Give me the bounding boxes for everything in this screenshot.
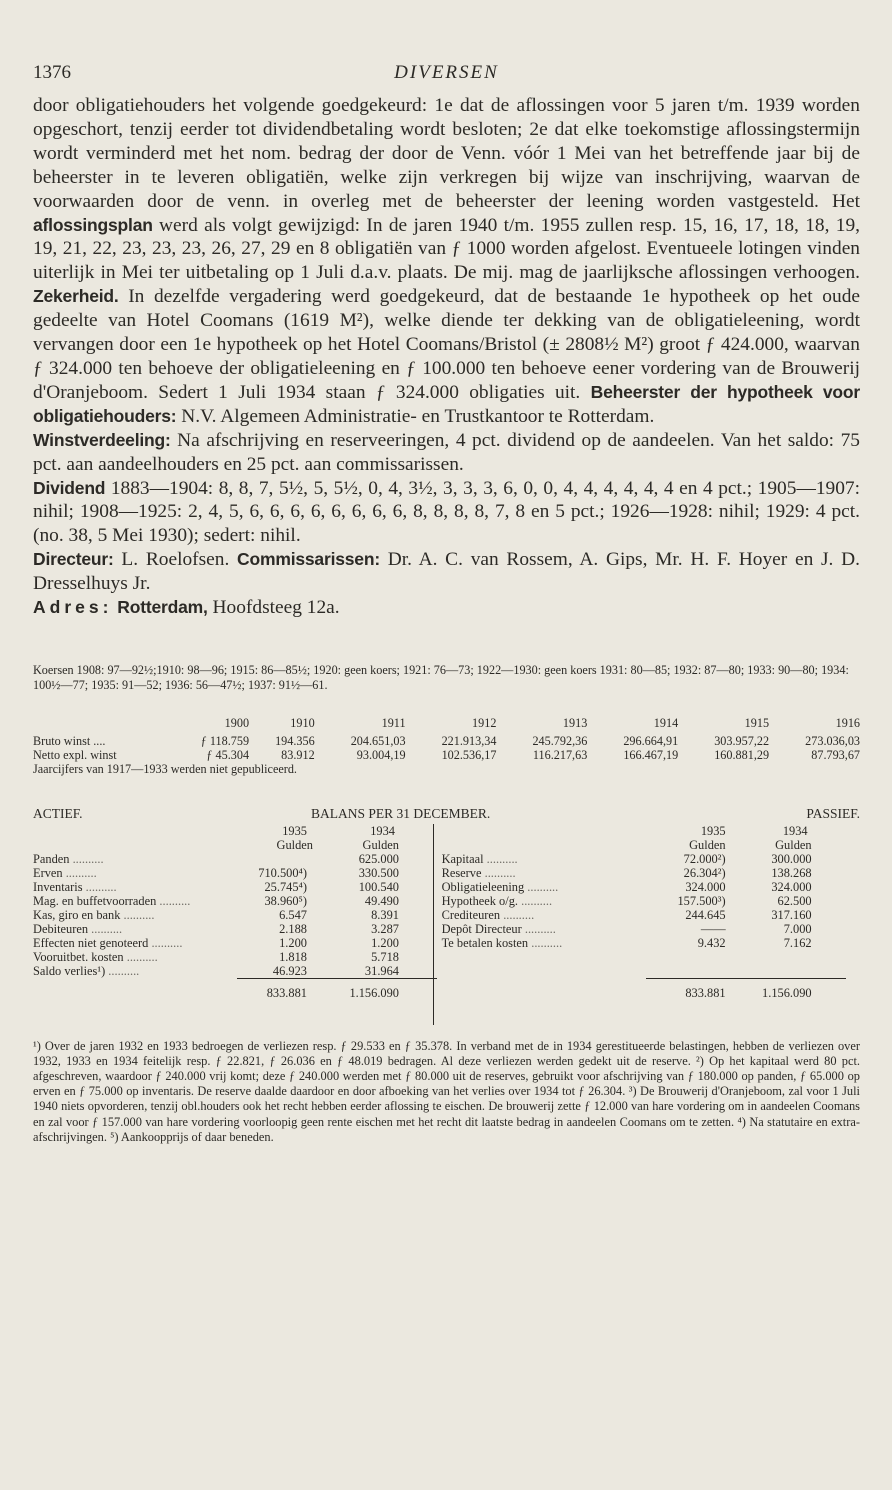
row-label: Obligatieleening (441, 879, 525, 894)
text-segment: In dezelfde vergadering werd goedgekeurd, dat de bestaande 1e hypotheek op het oude gedeelte van Hotel Coomans (1619 M²), welke diende ter dekking van de obligatieleening, wordt vervangen door een 1e hypotheek op het Hotel Coomans/Bristol (± 2808½ M²) groot ƒ 424.000, waarvan ƒ 324.000 ten behoeve der obligatieleening en ƒ 100.000 ten behoeve eener vordering van de Brouwerij d'Oranjeboom. Sedert 1 Juli 1934 staan ƒ 324.000 obligaties uit. (33, 286, 860, 403)
value-1934: 7.000 (783, 921, 812, 936)
table-cell: 160.881,29 (714, 747, 770, 762)
balance-columns (33, 824, 860, 1025)
balance-title: BALANS PER 31 DECEMBER. (311, 805, 491, 821)
passief-label: PASSIEF. (806, 805, 860, 821)
text-segment: 1883—1904: 8, 8, 7, 5½, 5, 5½, 0, 4, 3½, 3, 3, 3, 6, 0, 0, 4, 4, 4, 4, 4, 4 en 4 pct.; 1905—1907: nihil; 1908—1925: 2, 4, 5, 6, 6, 6, 6, 6, 6, 6, 6, 8, 8, 8, 8, 7, 8 en 5 pct.; 1926—1928: nihil; 1929: 4 pct. (no. 38, 5 Mei 1930); sedert: nihil. (33, 477, 860, 547)
row-label: Mag. en buffetvoorraden (33, 893, 157, 908)
paragraph-directie (33, 548, 860, 596)
leader-dots: .......... (148, 935, 183, 950)
actief-row (33, 866, 433, 880)
bold-directeur: Directeur: (33, 549, 114, 570)
table-cell: 296.664,91 (623, 733, 679, 748)
label-wrap (33, 936, 182, 950)
value-1934: 31.964 (364, 963, 399, 978)
label-wrap (442, 894, 552, 908)
value-1935: 72.000²) (683, 851, 726, 866)
leader-dots: .......... (521, 921, 556, 936)
value-1934: 5.718 (371, 949, 399, 964)
value-1935: 2.188 (279, 921, 307, 936)
label-wrap (442, 936, 563, 950)
value-1935: 26.304²) (683, 865, 726, 880)
paragraph-aflossing (33, 94, 860, 429)
passief-side (434, 824, 860, 1025)
not-published-note: Jaarcijfers van 1917—1933 werden niet gepubliceerd. (33, 761, 297, 776)
label-wrap (442, 908, 535, 922)
label-wrap (33, 950, 158, 964)
value-1935: 324.000 (685, 879, 726, 894)
text-segment: werd als volgt gewijzigd: In de jaren 1940 t/m. 1955 zullen resp. 15, 16, 17, 18, 18, 19, 19, 21, 22, 23, 23, 23, 26, 27, 29 en 8 obligatiën van ƒ 1000 worden afgelost. Eventueele lotingen vinden uiterlijk in Mei ter uitbetaling op 1 Juli d.a.v. plaats. De mij. mag de jaarlijksche aflossingen verhoogen. (33, 214, 860, 284)
footnotes: ¹) Over de jaren 1932 en 1933 bedroegen de verliezen resp. ƒ 29.533 en ƒ 35.378. In verband met de in 1934 gerestitueerde belastingen, hebben de verliezen over 1932, 1933 en 1934 feitelijk resp. ƒ 22.821, ƒ 26.036 en ƒ 48.019 bedragen. Al deze verliezen werden gedekt uit de reserve. ²) Op het kapitaal werd 80 pct. afgeschreven, waardoor ƒ 240.000 vrij komt; deze ƒ 240.000 werden met ƒ 80.000 uit de reserves, gebruikt voor afschrijving van ƒ 180.000 op panden, ƒ 65.000 op erven en ƒ 75.000 op inventaris. De reserve daalde daardoor en door afboeking van het verlies over 1934 tot ƒ 26.304. ³) De Brouwerij d'Oranjeboom, zal voor 1 Juli 1940 niets opvorderen, tenzij obl.houders ook het recht hebben eerder aflossing te eischen. De brouwerij zette ƒ 12.000 van hare vordering om in aandeelen Coomans en zal voor ƒ 157.000 van hare vordering voorloopig geen rente eischen met het recht dit laatste bedrag in aandeelen Coomans om te zetten. ⁴) Na statutaire en extra-afschrijvingen. ⁵) Aankoopprijs of daar beneden. (33, 1038, 860, 1144)
value-1935: 38.960⁵) (264, 893, 307, 908)
value-1934: 8.391 (371, 907, 399, 922)
table-cell: ƒ 118.759 (200, 733, 250, 748)
column-unit-row (33, 838, 433, 852)
page-title: DIVERSEN (394, 62, 499, 83)
table-cell: 221.913,34 (441, 733, 497, 748)
table-cell: 194.356 (275, 733, 315, 748)
year-header: 1900 (224, 715, 250, 730)
table-cell: 204.651,03 (350, 733, 406, 748)
actief-row (33, 880, 433, 894)
unit-1934: Gulden (362, 837, 399, 852)
leader-dots: .......... (69, 851, 104, 866)
row-label: Bruto winst .... (33, 733, 106, 748)
text-segment: Dr. A. C. van Rossem, A. Gips, Mr. H. F. Hoyer en J. D. Dresselhuys Jr. (33, 549, 860, 595)
total-rule (646, 978, 846, 979)
page-header (33, 58, 860, 94)
value-1935: 46.923 (272, 963, 307, 978)
actief-total-row (33, 986, 433, 1000)
unit-1935: Gulden (276, 837, 313, 852)
value-1935: 244.645 (685, 907, 726, 922)
total-1934: 1.156.090 (762, 985, 812, 1000)
bold-dividend: Dividend (33, 477, 106, 498)
body-text (33, 94, 860, 620)
row-label: Crediteuren (441, 907, 501, 922)
table-cell: 116.217,63 (532, 747, 588, 762)
row-label: Netto expl. winst (33, 747, 117, 762)
row-label: Inventaris (33, 879, 83, 894)
actief-row (33, 908, 433, 922)
spacer (442, 950, 860, 978)
total-rule (237, 978, 437, 979)
value-1934: 625.000 (358, 851, 399, 866)
label-wrap (33, 894, 190, 908)
table-cell: 102.536,17 (441, 747, 497, 762)
actief-row (33, 852, 433, 866)
table-cell: 87.793,67 (811, 747, 860, 762)
value-1934: 3.287 (371, 921, 399, 936)
bold-aflossingsplan: aflossingsplan (33, 214, 153, 235)
unit-1934: Gulden (775, 837, 812, 852)
passief-row (442, 880, 860, 894)
text-segment: N.V. Algemeen Administratie- en Trustkantoor te Rotterdam. (176, 405, 655, 427)
paragraph-dividend (33, 477, 860, 549)
passief-row (442, 908, 860, 922)
text-segment: L. Roelofsen. (113, 549, 238, 571)
year-header: 1910 (290, 715, 315, 730)
value-1934: 330.500 (358, 865, 399, 880)
paragraph-adres (33, 596, 860, 620)
table-cell: 166.467,19 (623, 747, 679, 762)
year-1935: 1935 (700, 823, 726, 838)
leader-dots: .......... (62, 865, 97, 880)
table-cell: 303.957,22 (714, 733, 770, 748)
label-wrap (33, 866, 97, 880)
value-1934: 1.200 (371, 935, 399, 950)
year-header: 1916 (835, 715, 860, 730)
label-wrap (442, 852, 518, 866)
label-wrap (442, 880, 559, 894)
row-label: Debiteuren (33, 921, 89, 936)
table-row (33, 734, 860, 748)
passief-row (442, 852, 860, 866)
value-1935: 157.500³) (677, 893, 726, 908)
bold-winstverdeeling: Winstverdeeling: (33, 429, 171, 450)
value-1935: 9.432 (697, 935, 726, 950)
row-label: Vooruitbet. kosten (33, 949, 124, 964)
table-cell: 273.036,03 (805, 733, 860, 748)
row-label: Kas, giro en bank (33, 907, 121, 922)
year-1934: 1934 (782, 823, 808, 838)
leader-dots: .......... (123, 949, 158, 964)
label-wrap (33, 852, 104, 866)
financial-table (33, 716, 860, 762)
actief-row (33, 964, 433, 978)
leader-dots: .......... (500, 907, 535, 922)
leader-dots: .......... (82, 879, 117, 894)
adres-label: Adres: (33, 597, 113, 618)
passief-rows (442, 852, 860, 950)
total-1934: 1.156.090 (349, 985, 399, 1000)
leader-dots: .......... (481, 865, 516, 880)
passief-row (442, 866, 860, 880)
total-1935: 833.881 (685, 985, 726, 1000)
leader-dots: .......... (120, 907, 155, 922)
koersen: Koersen 1908: 97—92½;1910: 98—96; 1915: 86—85½; 1920: geen koers; 1921: 76—73; 1922—1930: geen koers 1931: 80—85; 1932: 87—80; 1933: 90—80; 1934: 100½—77; 1935: 91—52; 1936: 56—47½; 1937: 91½—61. (33, 662, 849, 693)
row-label: Te betalen kosten (441, 935, 529, 950)
value-1934: 49.490 (364, 893, 399, 908)
value-1934: 62.500 (777, 893, 812, 908)
row-label: Hypotheek o/g. (441, 893, 518, 908)
row-label: Kapitaal (441, 851, 484, 866)
value-1934: 324.000 (771, 879, 812, 894)
table-cell: 83.912 (281, 747, 315, 762)
value-1934: 317.160 (771, 907, 812, 922)
year-1935: 1935 (282, 823, 307, 838)
row-label: Panden (33, 851, 70, 866)
leader-dots: .......... (105, 963, 140, 978)
value-1934: 100.540 (358, 879, 399, 894)
value-1935: 1.200 (279, 935, 307, 950)
row-label: Depôt Directeur (441, 921, 522, 936)
column-year-row (442, 824, 860, 838)
passief-total-row (442, 986, 860, 1000)
year-1934: 1934 (370, 823, 395, 838)
bold-city: Rotterdam, (117, 597, 208, 618)
empty-header-cell (33, 716, 169, 734)
year-header-row (33, 716, 860, 734)
text-segment: door obligatiehouders het volgende goedgekeurd: 1e dat de aflossingen voor 5 jaren t/m. 1939 worden opgeschort, tenzij eerder tot dividendbetaling wordt besloten; 2e dat elke toekomstige aflossingstermijn wordt verminderd met het nom. bedrag der door de Venn. vóór 1 Mei van het betreffende jaar bij de beheerster in te leveren obligatiën, welke zijn verkregen bij wijze van inschrijving, waarvan de voorwaarden door de venn. in overleg met de beheerster der leening worden vastgesteld. Het (33, 95, 860, 212)
value-1935: 6.547 (279, 907, 307, 922)
label-wrap (442, 922, 556, 936)
column-unit-row (442, 838, 860, 852)
row-label: Effecten niet genoteerd (33, 935, 149, 950)
value-1935: —— (700, 921, 726, 936)
actief-row (33, 950, 433, 964)
passief-row (442, 936, 860, 950)
label-wrap (33, 880, 117, 894)
row-label: Erven (33, 865, 63, 880)
leader-dots: .......... (528, 935, 563, 950)
value-1935: 710.500⁴) (258, 865, 307, 880)
label-wrap (33, 922, 122, 936)
actief-side (33, 824, 433, 1025)
value-1934: 7.162 (783, 935, 812, 950)
actief-row (33, 922, 433, 936)
passief-row (442, 894, 860, 908)
text-segment: Na afschrijving en reserveeringen, 4 pct. dividend op de aandeelen. Van het saldo: 75 pct. aan aandeelhouders en 25 pct. aan commissarissen. (33, 429, 860, 475)
year-header: 1914 (653, 715, 679, 730)
passief-row (442, 922, 860, 936)
value-1934: 138.268 (771, 865, 812, 880)
table-row (33, 748, 860, 762)
year-header: 1915 (744, 715, 770, 730)
leader-dots: .......... (156, 893, 191, 908)
column-year-row (33, 824, 433, 838)
year-header: 1912 (472, 715, 497, 730)
actief-row (33, 936, 433, 950)
balance-sheet (33, 806, 860, 1025)
value-1934: 300.000 (771, 851, 812, 866)
bold-commissarissen: Commissarissen: (237, 549, 380, 570)
text-segment: Hoofdsteeg 12a. (207, 597, 340, 619)
row-label: Reserve (441, 865, 482, 880)
bold-beheerster: Beheerster der hypotheek voor obligatiehouders: (33, 381, 860, 426)
total-1935: 833.881 (266, 985, 307, 1000)
leader-dots: .......... (524, 879, 559, 894)
balance-title-row (33, 806, 860, 824)
year-header: 1911 (381, 715, 406, 730)
leader-dots: .......... (518, 893, 553, 908)
label-wrap (33, 908, 154, 922)
bold-zekerheid: Zekerheid. (33, 286, 119, 307)
label-wrap (442, 866, 516, 880)
leader-dots: .......... (88, 921, 123, 936)
actief-rows (33, 852, 433, 978)
unit-1935: Gulden (689, 837, 726, 852)
actief-label: ACTIEF. (33, 805, 83, 821)
value-1935: 25.745⁴) (264, 879, 307, 894)
table-cell: 93.004,19 (356, 747, 406, 762)
label-wrap (33, 964, 139, 978)
actief-row (33, 894, 433, 908)
year-header: 1913 (562, 715, 588, 730)
page-number: 1376 (33, 62, 71, 83)
table-cell: 245.792,36 (532, 733, 588, 748)
paragraph-winstverdeeling (33, 429, 860, 477)
row-label: Saldo verlies¹) (33, 963, 106, 978)
table-cell: ƒ 45.304 (206, 747, 250, 762)
value-1935: 1.818 (279, 949, 307, 964)
leader-dots: .......... (483, 851, 518, 866)
